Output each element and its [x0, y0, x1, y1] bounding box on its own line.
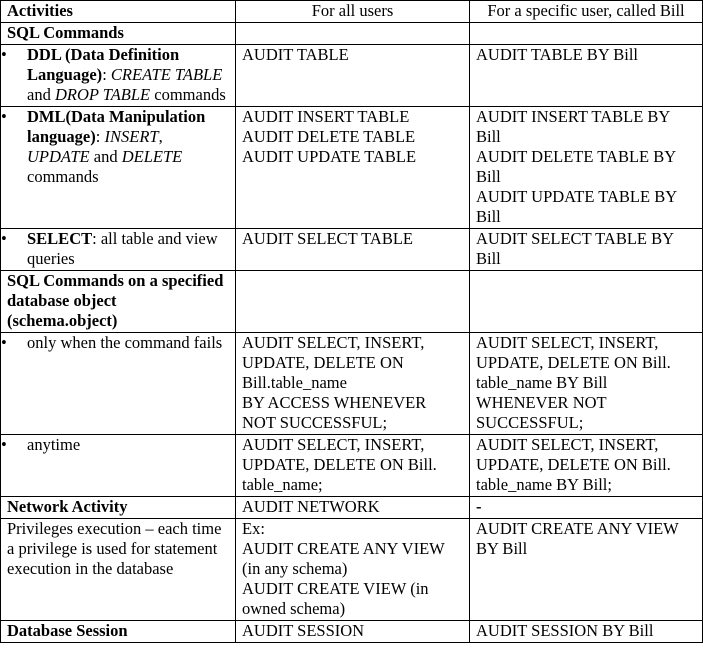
all-users-network: AUDIT NETWORK [236, 497, 470, 519]
table-row-network [1, 497, 703, 519]
bill-anytime: AUDIT SELECT, INSERT, UPDATE, DELETE ON Bill. table_name BY Bill; [470, 435, 703, 497]
activity-dml: • DML(Data Manipulation language): INSERT, UPDATE and DELETE commands [1, 107, 236, 229]
section-heading: SQL Commands [1, 23, 236, 45]
bill-select: AUDIT SELECT TABLE BY Bill [470, 229, 703, 271]
activity-session: Database Session [1, 621, 236, 643]
all-users-privileges: Ex: AUDIT CREATE ANY VIEW (in any schema) AUDIT CREATE VIEW (in owned schema) [236, 519, 470, 621]
section-heading: SQL Commands on a specified database object (schema.object) [1, 271, 236, 333]
header-specific-user: For a specific user, called Bill [470, 1, 703, 23]
table-row-select [1, 229, 703, 271]
table-row-fails [1, 333, 703, 435]
table-row-dml [1, 107, 703, 229]
all-users-anytime: AUDIT SELECT, INSERT, UPDATE, DELETE ON Bill. table_name; [236, 435, 470, 497]
all-users-select: AUDIT SELECT TABLE [236, 229, 470, 271]
activity-network: Network Activity [1, 497, 236, 519]
all-users-dml: AUDIT INSERT TABLE AUDIT DELETE TABLE AUDIT UPDATE TABLE [236, 107, 470, 229]
table-row-ddl [1, 45, 703, 107]
activity-fails: • only when the command fails [1, 333, 236, 435]
section-row-object-commands [1, 271, 703, 333]
all-users-session: AUDIT SESSION [236, 621, 470, 643]
bill-fails: AUDIT SELECT, INSERT, UPDATE, DELETE ON Bill. table_name BY Bill WHENEVER NOT SUCCESSFUL; [470, 333, 703, 435]
header-all-users: For all users [236, 1, 470, 23]
header-activities: Activities [1, 1, 236, 23]
all-users-fails: AUDIT SELECT, INSERT, UPDATE, DELETE ON Bill.table_name BY ACCESS WHENEVER NOT SUCCESSFUL; [236, 333, 470, 435]
header-row [1, 1, 703, 23]
bill-privileges: AUDIT CREATE ANY VIEW BY Bill [470, 519, 703, 621]
table-row-privileges [1, 519, 703, 621]
activity-select: • SELECT: all table and view queries [1, 229, 236, 271]
activity-ddl: • DDL (Data Definition Language): CREATE TABLE and DROP TABLE commands [1, 45, 236, 107]
bill-ddl: AUDIT TABLE BY Bill [470, 45, 703, 107]
table-row-anytime [1, 435, 703, 497]
activity-anytime: • anytime [1, 435, 236, 497]
table-row-session [1, 621, 703, 643]
all-users-ddl: AUDIT TABLE [236, 45, 470, 107]
activity-privileges: Privileges execution – each time a privilege is used for statement execution in the database [1, 519, 236, 621]
bill-network: - [470, 497, 703, 519]
section-row-sql-commands [1, 23, 703, 45]
bill-dml: AUDIT INSERT TABLE BY Bill AUDIT DELETE TABLE BY Bill AUDIT UPDATE TABLE BY Bill [470, 107, 703, 229]
bill-session: AUDIT SESSION BY Bill [470, 621, 703, 643]
